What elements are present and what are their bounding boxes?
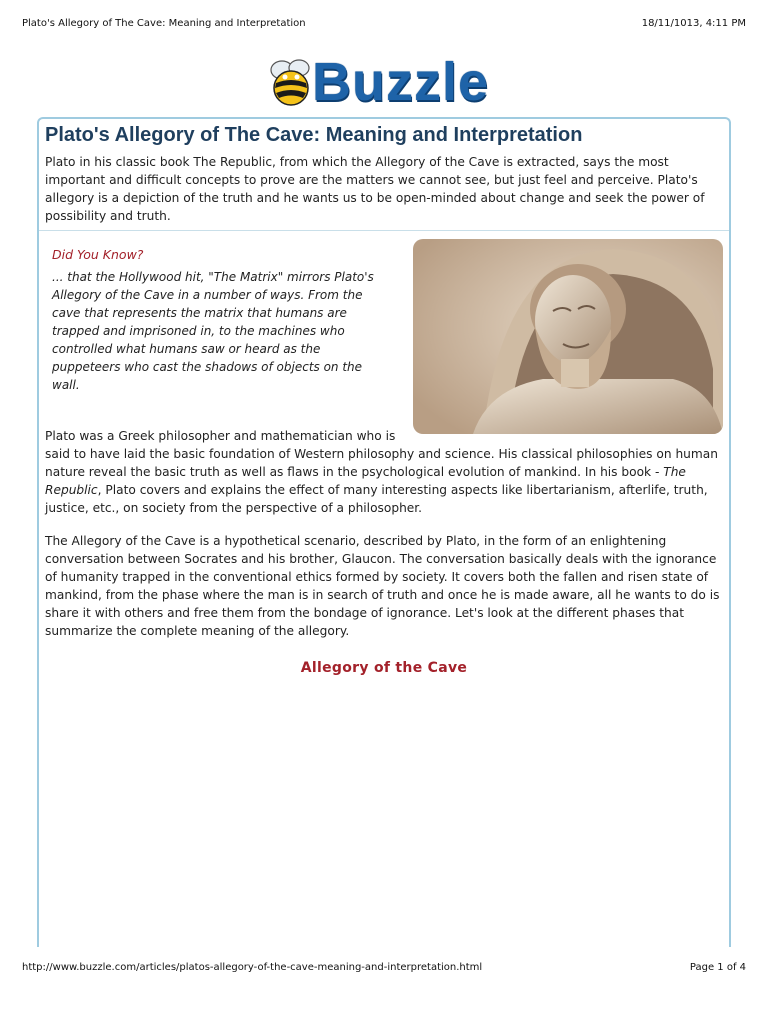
print-header-title: Plato's Allegory of The Cave: Meaning and Interpretation: [22, 18, 306, 29]
article-paragraph-2: The Allegory of the Cave is a hypothetical scenario, described by Plato, in the form of an enlightening conversation between Socrates and his brother, Glaucon. The conversation basically deals with the ignorance of humanity trapped in the conventional ethics formed by society. It covers both the fallen and risen state of mankind, from the phase where the man is in search of truth and once he is made aware, all he wants to do is share it with others and free them from the bondage of ignorance. Let's look at the different phases that summarize the complete meaning of the allegory.: [45, 534, 720, 638]
paragraph-1-part-a: said to have laid the basic foundation of Western philosophy and science. His classical philosophies on human nature reveal the basic truth as well as flaws in the psychological evolution of mankind. In his book -: [45, 447, 718, 479]
plato-bust-photo: [413, 239, 723, 434]
did-you-know-title: Did You Know?: [52, 247, 144, 262]
did-you-know-body: ... that the Hollywood hit, "The Matrix" mirrors Plato's Allegory of the Cave in a number of ways. From the cave that represents the matrix that humans are trapped and imprisoned in, to the machines who controlled what humans saw or heard as the puppeteers who cast the shadows of objects on the wall.: [52, 270, 374, 392]
logo-text: Buzzle: [312, 52, 490, 112]
buzzle-logo[interactable]: [266, 54, 506, 110]
article-title: Plato's Allegory of The Cave: Meaning and Interpretation: [45, 124, 583, 146]
bust-illustration: [413, 239, 723, 434]
article-paragraph-1: [45, 427, 723, 517]
section-heading: Allegory of the Cave: [300, 660, 468, 676]
bee-icon: [266, 57, 316, 107]
print-footer-page: Page 1 of 4: [689, 962, 746, 973]
print-header-datetime: 18/11/1013, 4:11 PM: [641, 18, 746, 29]
paragraph-1-part-b: , Plato covers and explains the effect of many interesting aspects like libertarianism, afterlife, truth, justice, etc., on society from the perspective of a philosopher.: [45, 483, 708, 515]
article-intro: Plato in his classic book The Republic, from which the Allegory of the Cave is extracted, says the most important and difficult concepts to prove are the matters we cannot see, but just feel and perceive. Plato's allegory is a depiction of the truth and he wants us to be open-minded about change and seek the power of possibility and truth.: [45, 155, 705, 223]
print-footer: [22, 962, 746, 973]
paragraph-1-first-line: Plato was a Greek philosopher and mathematician who is: [45, 429, 396, 443]
section-divider: [39, 230, 729, 231]
book-title: The Republic: [45, 465, 686, 497]
print-header: [22, 18, 746, 32]
print-footer-url[interactable]: http://www.buzzle.com/articles/platos-allegory-of-the-cave-meaning-and-interpretation.html: [22, 962, 483, 973]
